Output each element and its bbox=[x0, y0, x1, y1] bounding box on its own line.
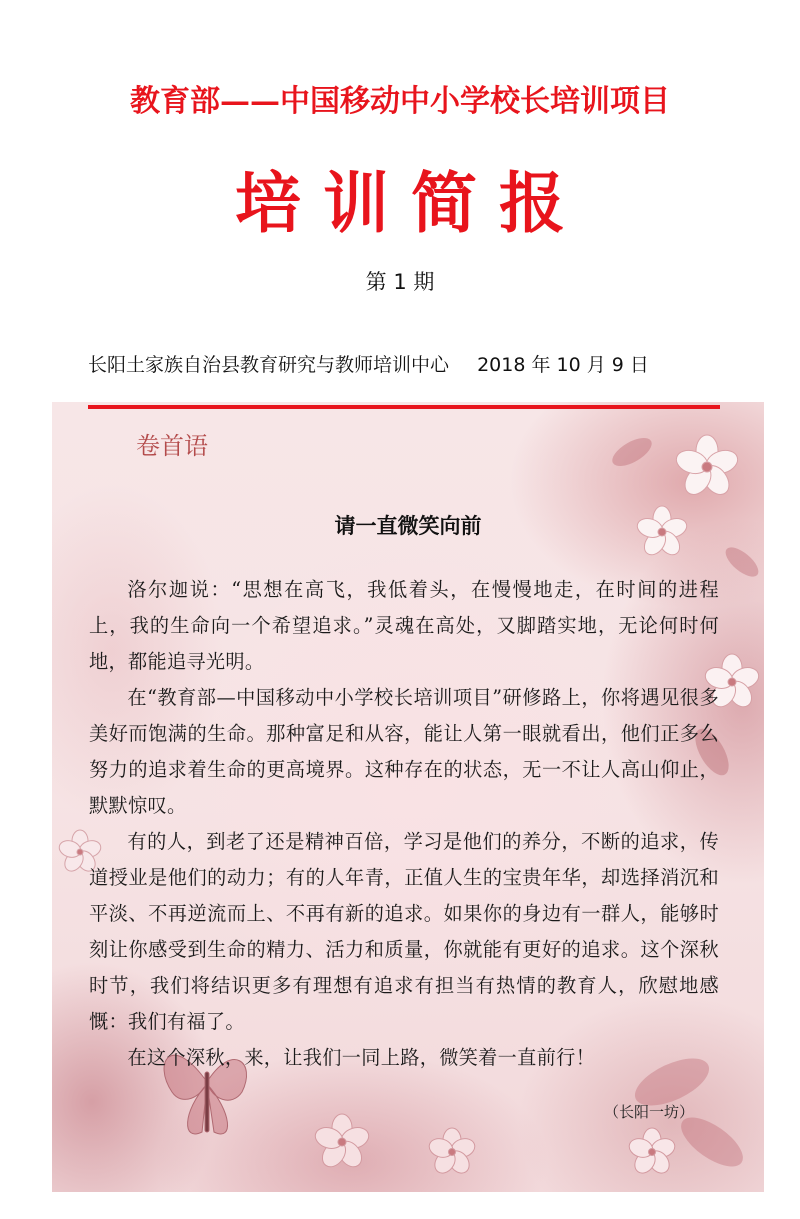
paragraph: 在“教育部—中国移动中小学校长培训项目”研修路上，你将遇见很多美好而饱满的生命。那种富足和从容，能让人第一眼就看出，他们正多么努力的追求着生命的更高境界。这种存在的状态，无一不让人高山仰止，默默惊叹。 bbox=[89, 686, 719, 817]
article-title: 请一直微笑向前 bbox=[334, 514, 482, 538]
flower-cluster-bottom-icon bbox=[282, 1092, 532, 1192]
organization-name: 长阳土家族自治县教育研究与教师培训中心 bbox=[88, 354, 450, 376]
header-divider bbox=[88, 405, 720, 409]
paragraph: 在这个深秋，来，让我们一同上路，微笑着一直前行！ bbox=[127, 1046, 596, 1069]
issue-number: 第 1 期 bbox=[365, 270, 435, 294]
article-body bbox=[89, 572, 719, 1076]
paragraph: 有的人，到老了还是精神百倍，学习是他们的养分，不断的追求，传道授业是他们的动力；有的人年青，正值人生的宝贵年华，却选择消沉和平淡、不再逆流而上、不再有新的追求。如果你的身边有一群人，能够时刻让你感受到生命的精力、活力和质量，你就能有更好的追求。这个深秋时节，我们将结识更多有理想有追求有担当有热情的教育人，欣慰地感慨：我们有福了。 bbox=[89, 830, 719, 1033]
publisher-line bbox=[88, 350, 649, 377]
publish-date: 2018 年 10 月 9 日 bbox=[477, 354, 649, 376]
floral-background-panel bbox=[52, 402, 764, 1192]
flower-cluster-top-right-icon bbox=[612, 412, 762, 592]
section-heading: 卷首语 bbox=[136, 432, 208, 460]
author-signature: （长阳一坊） bbox=[603, 1103, 694, 1121]
project-title: 教育部——中国移动中小学校长培训项目 bbox=[130, 84, 670, 119]
brief-title: 培训简报 bbox=[235, 164, 587, 242]
paragraph: 洛尔迦说：“思想在高飞，我低着头，在慢慢地走，在时间的进程上，我的生命向一个希望追求。”灵魂在高处，又脚踏实地，无论何时何地，都能追寻光明。 bbox=[89, 578, 719, 673]
